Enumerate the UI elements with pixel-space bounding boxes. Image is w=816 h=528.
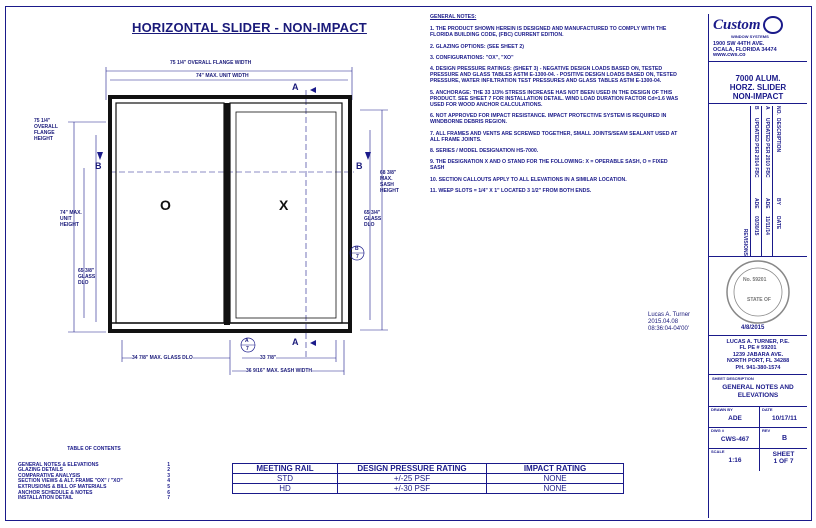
toc-label: GENERAL NOTES & ELEVATIONS xyxy=(18,461,99,468)
note-item: 5. ANCHORAGE: THE 33 1/3% STRESS INCREASE HAS NOT BEEN USED IN THE DESIGN OF THIS PRODUCT. SEE SHEET 7 FOR INSTALLATION DETAIL. WIND LOAD DURATION FACTOR Cd=1.6 WAS USED FOR WOOD ANCHOR CALCULATIONS. xyxy=(430,89,679,109)
digital-signature xyxy=(648,312,690,333)
rev-col-by: BY xyxy=(775,197,781,205)
seal-circle-icon xyxy=(709,259,807,325)
toc-label: INSTALLATION DETAIL xyxy=(18,495,73,502)
toc-label: GLAZING DETAILS xyxy=(18,467,63,474)
table-cell: +/-25 PSF xyxy=(338,474,487,484)
table-cell: +/-30 PSF xyxy=(338,484,487,494)
note-item: 8. SERIES / MODEL DESIGNATION HS-7000. xyxy=(430,148,539,155)
toc-label: ANCHOR SCHEDULE & NOTES xyxy=(18,489,93,496)
rev-no: A xyxy=(764,105,770,110)
table-row xyxy=(233,484,624,494)
glass-dlo-left-height-label: 65 3/8" GLASS DLO xyxy=(78,268,96,286)
max-unit-height-label: 74" MAX. UNIT HEIGHT xyxy=(60,210,82,228)
rev-col-desc: DESCRIPTION xyxy=(775,117,781,152)
toc-page: 6 xyxy=(167,489,170,496)
date-value: 10/17/11 xyxy=(772,415,797,422)
note-item: 9. THE DESIGNATION X AND O STAND FOR THE FOLLOWING: X = OPERABLE SASH, O = FIXED SASH xyxy=(430,159,668,172)
engineer-line: LUCAS A. TURNER, P.E. xyxy=(726,338,790,345)
rev-by: ADE xyxy=(753,197,759,209)
product-line: 7000 ALUM. xyxy=(735,73,781,83)
engineer-line: 1239 JABARA AVE. xyxy=(732,351,784,358)
rev-col-date: DATE xyxy=(775,215,781,229)
drawn-by-value: ADE xyxy=(728,415,742,422)
table-header: MEETING RAIL xyxy=(233,464,338,474)
address-line: 1900 SW 44TH AVE. xyxy=(713,41,765,47)
rev-desc: UPDATED PER 2010 FBC xyxy=(764,117,770,178)
toc-row xyxy=(18,496,170,502)
section-a-marker-letter: A xyxy=(245,338,249,344)
note-item: 2. GLAZING OPTIONS: (SEE SHEET 2) xyxy=(430,43,524,50)
company-logo xyxy=(709,14,807,62)
max-sash-width-label: 36 9/16" MAX. SASH WIDTH xyxy=(246,368,312,374)
glass-dlo-width-left-label: 34 7/8" MAX. GLASS DLO xyxy=(132,355,193,361)
note-item: 6. NOT APPROVED FOR IMPACT RESISTANCE. IMPACT PROTECTIVE SYSTEM IS REQUIRED IN WINDBORNE DEBRIS REGION. xyxy=(430,113,667,126)
note-item: 3. CONFIGURATIONS: "OX", "XO" xyxy=(430,54,514,61)
toc-page: 2 xyxy=(167,467,170,474)
general-notes xyxy=(430,14,680,199)
rev-desc: UPDATED PER 2014 FBC xyxy=(753,117,759,178)
design-pressure-table xyxy=(232,463,624,494)
revision-table xyxy=(709,104,807,257)
sheet-desc-value: GENERAL NOTES AND ELEVATIONS xyxy=(722,384,794,399)
glass-dlo-right-height-label: 65 3/4" GLASS DLO xyxy=(364,210,382,228)
glass-dlo-width-right-label: 33 7/8" xyxy=(260,355,277,361)
company-name: Custom xyxy=(713,16,761,33)
panel-right-label: X xyxy=(279,197,289,213)
section-b-right: B xyxy=(356,161,363,171)
rev-date: 11/11/14 xyxy=(764,215,770,235)
product-line: NON-IMPACT xyxy=(732,91,784,101)
address-line: OCALA, FLORIDA 34474 xyxy=(713,46,777,53)
product-name xyxy=(709,62,807,104)
toc-page: 7 xyxy=(167,495,170,502)
table-cell: NONE xyxy=(487,474,624,484)
section-a-bottom: A xyxy=(292,337,299,347)
notes-header: GENERAL NOTES: xyxy=(430,14,477,20)
rev-value: B xyxy=(781,435,788,442)
engineer-info xyxy=(709,336,807,376)
toc-page: 5 xyxy=(167,483,170,490)
company-sub: WINDOW SYSTEMS xyxy=(731,34,769,39)
panel-left-label: O xyxy=(160,197,171,213)
toc-label: SECTION VIEWS & ALT. FRAME "OX" / "XO" xyxy=(18,478,123,485)
signature-date: 2015.04.08 xyxy=(648,319,679,325)
engineer-line: NORTH PORT, FL 34288 xyxy=(726,358,790,364)
address-line: www.cws.co xyxy=(713,52,746,58)
table-of-contents xyxy=(18,447,170,502)
table-header-row xyxy=(233,464,624,474)
revisions-label: REVISIONS xyxy=(742,228,748,256)
note-item: 1. THE PRODUCT SHOWN HEREIN IS DESIGNED AND MANUFACTURED TO COMPLY WITH THE FLORIDA BUILDING CODE, (FBC) CURRENT EDITION. xyxy=(430,26,667,39)
date-label: DATE xyxy=(762,407,773,412)
seal-date: 4/8/2015 xyxy=(741,324,765,331)
pe-seal xyxy=(709,257,807,336)
table-header: DESIGN PRESSURE RATING xyxy=(338,464,487,474)
table-header: IMPACT RATING xyxy=(487,464,624,474)
rev-by: ADE xyxy=(764,197,770,209)
logo-mark-icon xyxy=(763,16,783,34)
section-b-marker-letter: B xyxy=(355,246,359,252)
note-item: 4. DESIGN PRESSURE RATINGS: (SHEET 3) - NEGATIVE DESIGN LOADS BASED ON, TESTED PRESSURE AND GLASS TABLES ASTM E-1300-04. - POSITIVE DESIGN LOADS BASED ON, TESTED PRESSURE, WATER INFILTRATION TEST PRESSURES AND GLASS TABLES ASTM E-1300-04. xyxy=(430,66,677,85)
drawn-by-label: DRAWN BY xyxy=(711,407,733,412)
toc-label: EXTRUSIONS & BILL OF MATERIALS xyxy=(18,483,107,490)
section-b-left: B xyxy=(95,161,102,171)
sheet-description xyxy=(709,375,807,407)
toc-header: TABLE OF CONTENTS xyxy=(67,446,121,452)
max-unit-width-label: 74" MAX. UNIT WIDTH xyxy=(196,73,249,79)
page-title: HORIZONTAL SLIDER - NON-IMPACT xyxy=(132,20,367,35)
rev-date: 03/30/15 xyxy=(753,215,759,235)
table-cell: HD xyxy=(233,484,338,494)
sheet-value: 1 OF 7 xyxy=(773,458,794,465)
sheet-desc-label: SHEET DESCRIPTION xyxy=(712,376,754,381)
note-item: 10. SECTION CALLOUTS APPLY TO ALL ELEVATIONS IN A SIMILAR LOCATION. xyxy=(430,176,627,183)
sheet-label: SHEET xyxy=(772,451,795,458)
note-item: 7. ALL FRAMES AND VENTS ARE SCREWED TOGETHER, SMALL JOINTS/SEAM SEALANT USED AT ALL FRAME JOINTS. xyxy=(430,130,678,143)
product-line: HORZ. SLIDER xyxy=(729,82,787,92)
section-b-marker-sheet: 7 xyxy=(356,254,359,260)
seal-number: No. 59201 xyxy=(743,276,767,283)
table-cell: STD xyxy=(233,474,338,484)
signature-time: 08:36:04-04'00' xyxy=(648,326,689,332)
toc-page: 4 xyxy=(167,478,170,485)
note-item: 11. WEEP SLOTS = 1/4" X 1" LOCATED 3 1/2" FROM BOTH ENDS. xyxy=(430,187,592,194)
toc-page: 3 xyxy=(167,472,170,479)
scale-value: 1:16 xyxy=(728,457,742,464)
rev-col-no: NO. xyxy=(775,105,781,115)
rev-no: B xyxy=(753,105,759,110)
signature-name: Lucas A. Turner xyxy=(648,312,691,318)
scale-label: SCALE xyxy=(711,449,725,454)
engineer-line: FL PE # 59201 xyxy=(739,345,777,351)
dwg-value: CWS-467 xyxy=(720,436,750,443)
table-cell: NONE xyxy=(487,484,624,494)
seal-state: STATE OF xyxy=(747,296,771,303)
section-a-top: A xyxy=(292,82,299,92)
rev-label: REV xyxy=(762,428,771,433)
overall-flange-width-label: 75 1/4" OVERALL FLANGE WIDTH xyxy=(170,60,252,66)
table-row xyxy=(233,474,624,484)
toc-page: 1 xyxy=(167,461,170,468)
title-block xyxy=(708,14,807,518)
overall-flange-height-label: 75 1/4" OVERALL FLANGE HEIGHT xyxy=(34,118,58,142)
section-a-marker-sheet: 7 xyxy=(246,346,249,352)
max-sash-height-label: 68 3/8" MAX. SASH HEIGHT xyxy=(380,170,399,194)
dwg-label: DWG # xyxy=(711,428,725,433)
toc-label: COMPARATIVE ANALYSIS xyxy=(18,472,81,479)
engineer-line: PH. 941-380-1574 xyxy=(735,364,781,371)
